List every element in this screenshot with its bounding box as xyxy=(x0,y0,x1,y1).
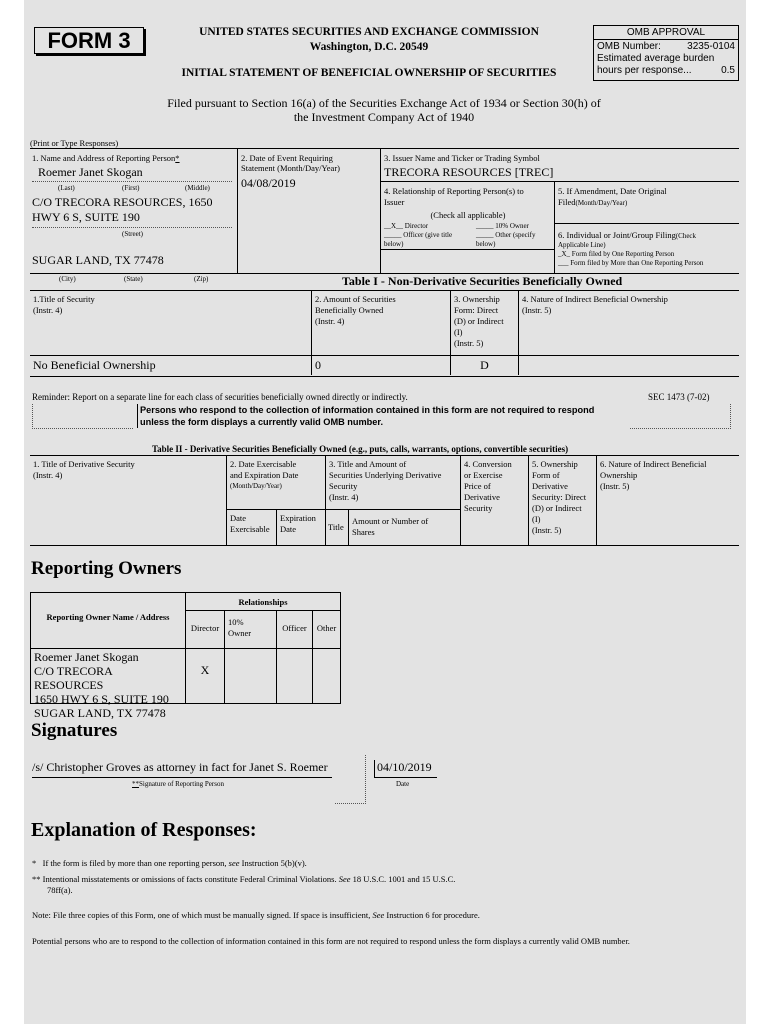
table2 xyxy=(30,455,739,546)
director-header: Director xyxy=(186,611,225,648)
box6-filing xyxy=(555,224,739,273)
persons-notice: Persons who respond to the collection of information contained in this form are not required to respond unless the form displays a currently valid OMB number. xyxy=(137,404,630,428)
box6-option-more: ___ Form filed by More than One Reporting Person xyxy=(558,259,704,267)
box3-issuer xyxy=(381,149,739,182)
omb-approval-box xyxy=(593,25,739,81)
omb-title: OMB APPROVAL xyxy=(594,26,738,40)
table2-amount-subcol: Amount or Number of Shares xyxy=(352,516,429,537)
table2-col2-header: 2. Date Exercisable and Expiration Date (Month/Day/Year) Date Exercisable Expiration Date xyxy=(227,456,326,545)
table2-col5-header: 5. Ownership Form of Derivative Security: Direct (D) or Indirect (I) (Instr. 5) xyxy=(529,456,597,545)
reporting-owners-table xyxy=(30,592,341,720)
state-label: (State) xyxy=(124,275,143,283)
other-header: Other xyxy=(316,623,337,633)
box4-label2: Issuer xyxy=(384,197,405,207)
table1-row-form: D xyxy=(451,356,519,375)
signature-value: /s/ Christopher Groves as attorney in fact for Janet S. Roemer xyxy=(32,760,332,778)
table2-col3-header: 3. Title and Amount of Securities Underlying Derivative Security (Instr. 4) Title Amount or Number of Shares xyxy=(326,456,461,545)
box6-option-one: _X_ Form filed by One Reporting Person xyxy=(558,250,675,258)
agency-location: Washington, D.C. 20549 xyxy=(309,41,429,53)
box5-amendment xyxy=(555,182,739,224)
signature-date: 04/10/2019 xyxy=(374,760,437,778)
table1 xyxy=(30,290,739,377)
box4-relationship xyxy=(381,182,555,273)
box1-name-address xyxy=(30,149,238,273)
director-option: __X__ Director xyxy=(384,222,429,230)
box5-label3: (Month/Day/Year) xyxy=(575,199,628,207)
box5-label1: 5. If Amendment, Date Original xyxy=(558,186,667,196)
city-label: (City) xyxy=(59,275,76,283)
officer-option: _____ Officer (give title xyxy=(384,231,453,239)
box4-label1: 4. Relationship of Reporting Person(s) to xyxy=(384,186,524,196)
date-label: Date xyxy=(396,780,410,788)
zip-label: (Zip) xyxy=(194,275,209,283)
table2-expiration-date: Expiration Date xyxy=(280,513,316,534)
form-page xyxy=(24,0,746,1024)
form-title: FORM 3 xyxy=(34,27,144,54)
ten-pct-owner-header: 10% Owner xyxy=(225,611,277,648)
first-label: (First) xyxy=(122,184,140,192)
filed-pursuant-line1: Filed pursuant to Section 16(a) of the Securities Exchange Act of 1934 or Section 30(h) of xyxy=(167,96,601,110)
box2-event-date xyxy=(238,149,381,273)
table2-title: Table II - Derivative Securities Beneficially Owned (e.g., puts, calls, warrants, options, convertible securities) xyxy=(152,444,569,454)
omb-hours: 0.5 xyxy=(721,65,735,76)
sec-code: SEC 1473 (7-02) xyxy=(648,392,710,402)
signatures-heading: Signatures xyxy=(31,720,118,741)
omb-number: 3235-0104 xyxy=(687,41,735,52)
explanation-note3: Note: File three copies of this Form, one of which must be manually signed. If space is insufficient, See Instruction 6 for procedure. xyxy=(32,910,480,920)
table1-col4-header: 4. Nature of Indirect Beneficial Ownership (Instr. 5) xyxy=(522,294,668,315)
signature-label: Signature of Reporting Person xyxy=(139,780,224,788)
signature-label-mark: ** xyxy=(132,780,139,788)
other-option-2: below) xyxy=(476,240,496,248)
box2-label1: 2. Date of Event Requiring xyxy=(241,153,333,163)
reporting-owners-heading: Reporting Owners xyxy=(31,558,182,579)
other-option: _____ Other (specify xyxy=(476,231,536,239)
box3-label: 3. Issuer Name and Ticker or Trading Symbol xyxy=(384,153,540,163)
omb-burden-label: Estimated average burden xyxy=(597,53,715,64)
table2-col1-header: 1. Title of Derivative Security (Instr. 4) xyxy=(30,456,227,545)
event-date: 04/08/2019 xyxy=(241,176,296,190)
reporting-person-name: Roemer Janet Skogan xyxy=(38,165,143,179)
box1-label: 1. Name and Address of Reporting Person xyxy=(32,153,176,163)
table1-col3-header: 3. Ownership Form: Direct (D) or Indirect (I) (Instr. 5) xyxy=(451,291,519,355)
box6-label1b: (Check xyxy=(675,232,697,240)
city-line: SUGAR LAND, TX 77478 xyxy=(32,253,164,267)
table1-row-nature xyxy=(519,356,739,375)
street-label: (Street) xyxy=(122,230,143,238)
table1-row-title: No Beneficial Ownership xyxy=(30,356,312,375)
box1-asterisk: * xyxy=(175,153,180,163)
table2-col4-header: 4. Conversion or Exercise Price of Derivative Security xyxy=(461,456,529,545)
table1-row-amount: 0 xyxy=(312,356,451,375)
street-line1: C/O TRECORA RESOURCES, 1650 xyxy=(32,195,213,209)
explanation-note4: Potential persons who are to respond to the collection of information contained in this form are not required to respond unless the form displays a currently valid OMB number. xyxy=(32,936,630,946)
table2-col6-header: 6. Nature of Indirect Beneficial Ownership (Instr. 5) xyxy=(600,459,707,491)
omb-hours-label: hours per response... xyxy=(597,65,692,76)
box2-label2: Statement (Month/Day/Year) xyxy=(241,163,340,173)
statement-title: INITIAL STATEMENT OF BENEFICIAL OWNERSHIP OF SECURITIES xyxy=(181,67,557,79)
table1-col2-header: 2. Amount of Securities Beneficially Owned (Instr. 4) xyxy=(312,291,451,355)
explanation-note1: * If the form is filed by more than one reporting person, see Instruction 5(b)(v). xyxy=(32,858,307,868)
relationships-header: Relationships xyxy=(186,593,340,611)
middle-label: (Middle) xyxy=(185,184,210,192)
ten-percent-option: _____ 10% Owner xyxy=(476,222,529,230)
filed-pursuant-line2: the Investment Company Act of 1940 xyxy=(293,110,475,124)
agency-name: UNITED STATES SECURITIES AND EXCHANGE COMMISSION xyxy=(199,26,539,38)
reporting-person-grid xyxy=(30,148,739,274)
table2-date-exercisable: Date Exercisable xyxy=(227,510,277,546)
omb-number-label: OMB Number: xyxy=(597,41,661,52)
check-all-label: (Check all applicable) xyxy=(430,210,506,220)
box6-label2: Applicable Line) xyxy=(558,241,606,249)
reminder-text: Reminder: Report on a separate line for each class of securities beneficially owned directly or indirectly. xyxy=(32,392,408,402)
street-line2: HWY 6 S, SUITE 190 xyxy=(32,210,140,224)
officer-option-2: below) xyxy=(384,240,404,248)
director-mark: X xyxy=(186,649,225,703)
table2-title-subcol: Title xyxy=(326,510,349,546)
officer-header: Officer xyxy=(277,611,313,648)
explanation-note2: ** Intentional misstatements or omissions of facts constitute Federal Criminal Violations. See 18 U.S.C. 1001 and 15 U.S.C. 78ff(a). xyxy=(32,874,456,895)
table1-col1-header: 1.Title of Security (Instr. 4) xyxy=(30,291,312,355)
owner-name-address: Roemer Janet Skogan C/O TRECORA RESOURCES 1650 HWY 6 S, SUITE 190 SUGAR LAND, TX 77478 xyxy=(31,649,186,703)
table1-title: Table I - Non-Derivative Securities Beneficially Owned xyxy=(342,274,623,288)
last-label: (Last) xyxy=(58,184,75,192)
owner-name-header: Reporting Owner Name / Address xyxy=(31,593,186,648)
explanation-heading: Explanation of Responses: xyxy=(31,819,257,841)
issuer-name: TRECORA RESOURCES [TREC] xyxy=(384,165,554,179)
box5-label2: Filed xyxy=(558,197,576,207)
box6-label1: 6. Individual or Joint/Group Filing xyxy=(558,230,676,240)
print-type-note: (Print or Type Responses) xyxy=(30,138,119,148)
